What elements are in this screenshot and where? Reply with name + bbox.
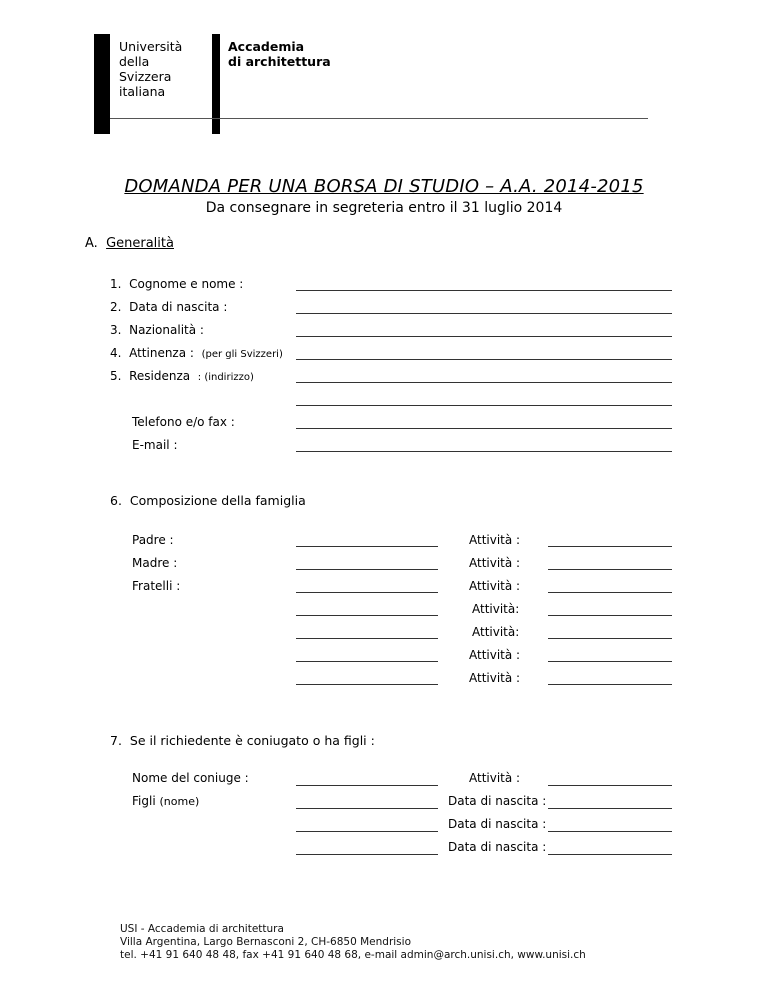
logo-line: Svizzera: [119, 69, 172, 84]
field-3-line[interactable]: [296, 336, 672, 337]
children-label: Figli (nome): [132, 794, 200, 808]
logo-line: italiana: [119, 84, 166, 99]
field-5-line[interactable]: [296, 382, 672, 383]
family-name-line[interactable]: [296, 684, 438, 685]
birth-line[interactable]: [548, 831, 672, 832]
field-1: 1. Cognome e nome :: [110, 277, 244, 291]
section-6-heading: 6. Composizione della famiglia: [110, 493, 306, 508]
activity-label: Attività :: [469, 579, 521, 593]
footer: [120, 923, 586, 962]
email-label: E-mail :: [132, 438, 178, 452]
child-name-line[interactable]: [296, 808, 438, 809]
page-subtitle: Da consegnare in segreteria entro il 31 luglio 2014: [205, 200, 563, 216]
logo-line: della: [119, 54, 150, 69]
spouse-label: Nome del coniuge :: [132, 771, 249, 785]
header-rule: [110, 118, 648, 119]
family-label: Madre :: [132, 556, 178, 570]
activity-line[interactable]: [548, 592, 672, 593]
logo-bar-right: [212, 34, 220, 134]
birth-label: Data di nascita :: [448, 794, 547, 808]
phone-line[interactable]: [296, 428, 672, 429]
activity-label: Attività :: [469, 533, 521, 547]
logo-academy: [228, 39, 331, 69]
family-name-line[interactable]: [296, 546, 438, 547]
activity-line[interactable]: [548, 615, 672, 616]
family-name-line[interactable]: [296, 661, 438, 662]
footer-line: USI - Accademia di architettura: [120, 923, 284, 935]
field-2-line[interactable]: [296, 313, 672, 314]
field-2: 2. Data di nascita :: [110, 300, 228, 314]
family-label: Fratelli :: [132, 579, 181, 593]
birth-label: Data di nascita :: [448, 817, 547, 831]
footer-line: Villa Argentina, Largo Bernasconi 2, CH-6850 Mendrisio: [120, 936, 411, 948]
activity-line[interactable]: [548, 569, 672, 570]
logo-line: Università: [119, 39, 183, 54]
activity-line[interactable]: [548, 546, 672, 547]
activity-label: Attività:: [472, 602, 520, 616]
field-4-line[interactable]: [296, 359, 672, 360]
activity-line[interactable]: [548, 684, 672, 685]
field-4: 4. Attinenza : (per gli Svizzeri): [110, 346, 283, 360]
activity-line[interactable]: [548, 638, 672, 639]
birth-label: Data di nascita :: [448, 840, 547, 854]
family-name-line[interactable]: [296, 615, 438, 616]
activity-label: Attività :: [469, 556, 521, 570]
spouse-activity-line[interactable]: [548, 785, 672, 786]
activity-line[interactable]: [548, 661, 672, 662]
birth-line[interactable]: [548, 854, 672, 855]
email-line[interactable]: [296, 451, 672, 452]
section-a-heading: A. Generalità: [85, 236, 174, 251]
child-name-line[interactable]: [296, 854, 438, 855]
family-name-line[interactable]: [296, 638, 438, 639]
activity-label: Attività:: [472, 625, 520, 639]
spouse-activity-label: Attività :: [469, 771, 521, 785]
field-5-line-2[interactable]: [296, 405, 672, 406]
field-5: 5. Residenza : (indirizzo): [110, 369, 254, 383]
spouse-line[interactable]: [296, 785, 438, 786]
field-1-line[interactable]: [296, 290, 672, 291]
logo-bar-left: [94, 34, 110, 134]
family-name-line[interactable]: [296, 592, 438, 593]
section-7-heading: 7. Se il richiedente è coniugato o ha figli :: [110, 733, 375, 748]
child-name-line[interactable]: [296, 831, 438, 832]
birth-line[interactable]: [548, 808, 672, 809]
page-title: DOMANDA PER UNA BORSA DI STUDIO – A.A. 2014-2015: [124, 176, 644, 197]
field-3: 3. Nazionalità :: [110, 323, 204, 337]
logo-line: Accademia: [228, 39, 305, 54]
footer-line: tel. +41 91 640 48 48, fax +41 91 640 48 68, e-mail admin@arch.unisi.ch, www.unisi.ch: [120, 949, 586, 961]
logo-line: di architettura: [228, 54, 331, 69]
activity-label: Attività :: [469, 648, 521, 662]
family-name-line[interactable]: [296, 569, 438, 570]
phone-label: Telefono e/o fax :: [132, 415, 235, 429]
family-label: Padre :: [132, 533, 174, 547]
logo-university: [119, 39, 182, 99]
activity-label: Attività :: [469, 671, 521, 685]
